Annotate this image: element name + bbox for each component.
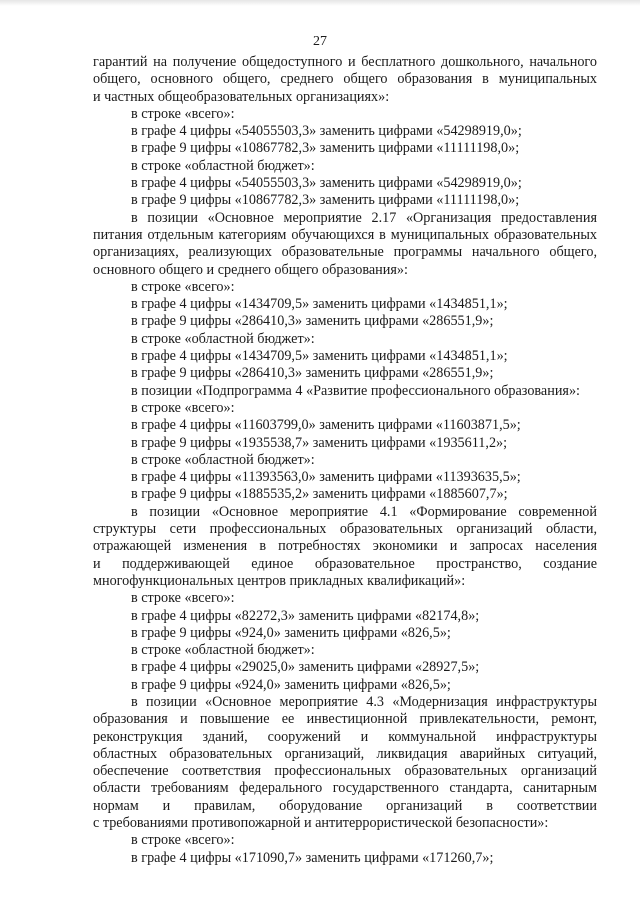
text-line: в графе 4 цифры «54055503,3» заменить цифрами «54298919,0»;: [131, 123, 522, 140]
text-line: в графе 4 цифры «1434709,5» заменить цифрами «1434851,1»;: [131, 296, 508, 313]
text-line: в строке «всего»:: [131, 832, 235, 849]
text-line: в графе 4 цифры «29025,0» заменить цифрами «28927,5»;: [131, 659, 480, 676]
text-line: областных образовательных организаций, ликвидация аварийных ситуаций,: [93, 745, 597, 762]
text-line: структуры сети профессиональных образовательных организаций области,: [93, 521, 597, 538]
text-line: общего, основного общего, среднего общего образования в муниципальных: [93, 71, 597, 88]
text-line: в графе 9 цифры «10867782,3» заменить цифрами «11111198,0»;: [131, 192, 520, 209]
text-line: в графе 9 цифры «924,0» заменить цифрами «826,5»;: [131, 624, 451, 641]
text-line: в строке «областной бюджет»:: [131, 451, 315, 468]
text-line: в позиции «Подпрограмма 4 «Развитие профессионального образования»:: [131, 382, 580, 399]
text-line: основного общего и среднего общего образования»:: [93, 261, 408, 278]
text-line: в графе 4 цифры «11393563,0» заменить цифрами «11393635,5»;: [131, 469, 521, 486]
text-line: в позиции «Основное мероприятие 2.17 «Организация предоставления: [131, 209, 597, 226]
text-line: и поддерживающей единое образовательное пространство, создание: [93, 555, 597, 572]
text-line: питания отдельным категориям обучающихся в муниципальных образовательных: [93, 226, 597, 243]
text-line: нормам и правилам, оборудование организаций в соответствии: [93, 797, 597, 814]
text-line: в графе 9 цифры «286410,3» заменить цифрами «286551,9»;: [131, 365, 494, 382]
text-line: в строке «областной бюджет»:: [131, 330, 315, 347]
text-line: отражающей изменения в потребностях экономики и запросах населения: [93, 538, 597, 555]
text-line: организациях, реализующих образовательные программы начального общего,: [93, 244, 597, 261]
text-line: области требованиям федерального государственного стандарта, санитарным: [93, 780, 597, 797]
text-line: в строке «всего»:: [131, 278, 235, 295]
text-line: образования и повышение ее инвестиционной привлекательности, ремонт,: [93, 711, 597, 728]
text-line: в строке «областной бюджет»:: [131, 642, 315, 659]
text-line: и частных общеобразовательных организациях»:: [93, 88, 390, 105]
text-line: в строке «всего»:: [131, 105, 235, 122]
text-line: в графе 9 цифры «1885535,2» заменить цифрами «1885607,7»;: [131, 486, 508, 503]
text-line: в графе 9 цифры «924,0» заменить цифрами «826,5»;: [131, 676, 451, 693]
text-line: в строке «областной бюджет»:: [131, 157, 315, 174]
text-line: с требованиями противопожарной и антитеррористической безопасности»:: [93, 815, 549, 832]
text-line: в строке «всего»:: [131, 399, 235, 416]
text-line: гарантий на получение общедоступного и бесплатного дошкольного, начального: [93, 54, 597, 70]
text-line: в графе 4 цифры «54055503,3» заменить цифрами «54298919,0»;: [131, 175, 522, 192]
text-line: в графе 4 цифры «171090,7» заменить цифрами «171260,7»;: [131, 849, 494, 866]
scan-top-edge: [0, 0, 640, 6]
page-number: 27: [313, 34, 327, 49]
document-body: [93, 54, 597, 867]
text-line: обеспечение соответствия профессиональных образовательных организаций: [93, 763, 597, 780]
text-line: в графе 9 цифры «1935538,7» заменить цифрами «1935611,2»;: [131, 434, 508, 451]
text-line: в позиции «Основное мероприятие 4.1 «Формирование современной: [131, 503, 597, 520]
text-line: в позиции «Основное мероприятие 4.3 «Модернизация инфраструктуры: [131, 693, 597, 710]
text-line: в графе 4 цифры «11603799,0» заменить цифрами «11603871,5»;: [131, 417, 521, 434]
text-line: в графе 9 цифры «10867782,3» заменить цифрами «11111198,0»;: [131, 140, 520, 157]
text-line: в строке «всего»:: [131, 590, 235, 607]
text-line: в графе 4 цифры «82272,3» заменить цифрами «82174,8»;: [131, 607, 480, 624]
text-line: реконструкция зданий, сооружений и коммунальной инфраструктуры: [93, 728, 597, 745]
text-line: в графе 9 цифры «286410,3» заменить цифрами «286551,9»;: [131, 313, 494, 330]
text-line: в графе 4 цифры «1434709,5» заменить цифрами «1434851,1»;: [131, 348, 508, 365]
text-line: многофункциональных центров прикладных квалификаций»:: [93, 572, 466, 589]
